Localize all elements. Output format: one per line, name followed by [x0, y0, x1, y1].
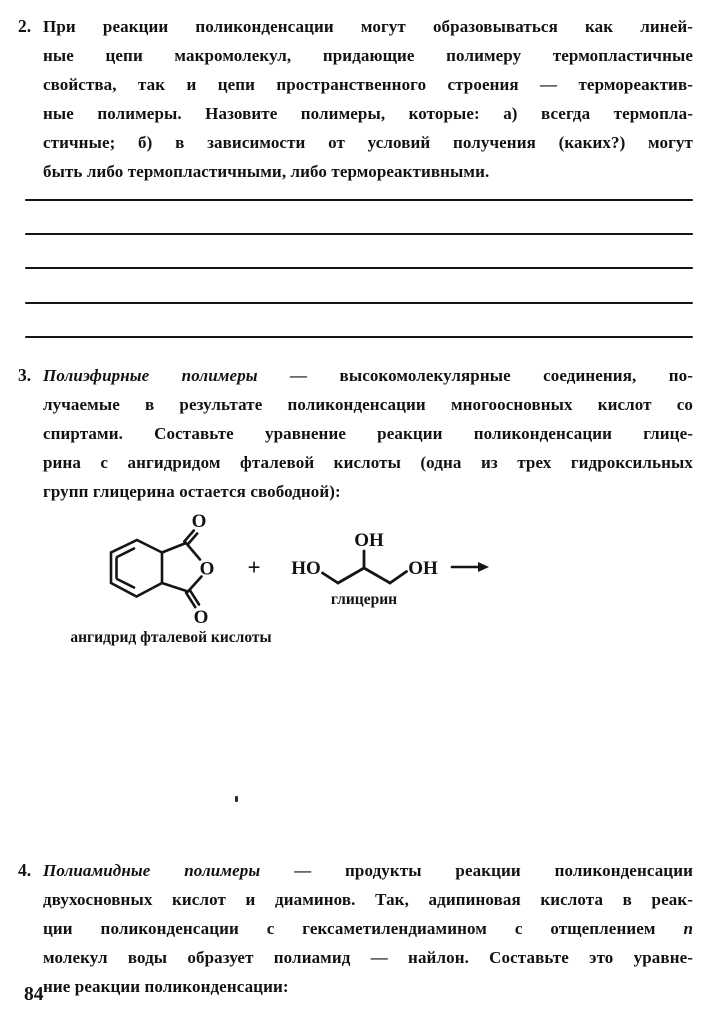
hydroxyl-top-label: OH — [354, 530, 384, 551]
text-line — [43, 885, 693, 914]
text-segment: групп глицерина остается свободной): — [43, 482, 341, 501]
italic-text-segment: n — [683, 919, 693, 938]
text-segment: быть либо термопластичными, либо термореактивными. — [43, 162, 490, 181]
text-segment: стичные; б) в зависимости от условий получения (каких?) могут — [43, 133, 693, 152]
text-segment: молекул воды образует полиамид — найлон. Составьте это уравне- — [43, 948, 693, 967]
question-2-number: 2. — [18, 16, 32, 36]
answer-blank-line — [25, 199, 693, 201]
ring-bond — [162, 583, 188, 592]
question-4 — [18, 856, 694, 1001]
question-2 — [18, 12, 694, 186]
glycerin-caption: глицерин — [330, 591, 398, 608]
hydroxyl-left-label: HO — [291, 558, 321, 579]
oxygen-ring-label: O — [199, 558, 215, 580]
question-4-text — [43, 856, 693, 1001]
answer-blank-line — [25, 302, 693, 304]
question-3-number: 3. — [18, 365, 32, 385]
text-line — [43, 943, 693, 972]
glycerin-bond — [390, 572, 407, 584]
italic-text-segment: Полиамидные полимеры — [43, 861, 261, 880]
question-3 — [18, 361, 694, 506]
text-line — [43, 361, 693, 390]
reaction-scheme — [55, 505, 500, 653]
text-segment: свойства, так и цепи пространственного строения — термореактив- — [43, 75, 693, 94]
page-number: 84 — [24, 984, 44, 1005]
text-segment: При реакции поликонденсации могут образовываться как линей- — [43, 17, 693, 36]
text-segment: ние реакции поликонденсации: — [43, 977, 289, 996]
text-segment: лучаемые в результате поликонденсации многоосновных кислот со — [43, 395, 693, 414]
glycerin-bond — [323, 573, 339, 583]
text-line — [43, 419, 693, 448]
text-segment: — продукты реакции поликонденсации — [260, 861, 693, 880]
text-line — [43, 856, 693, 885]
phthalic-anhydride-caption: ангидрид фталевой кислоты — [70, 629, 272, 646]
text-line — [43, 914, 693, 943]
text-segment: ции поликонденсации с гексаметилендиамином с отщеплением — [43, 919, 684, 938]
answer-blank-line — [25, 233, 693, 235]
text-segment: ные полимеры. Назовите полимеры, которые: а) всегда термопла- — [43, 104, 693, 123]
glycerin-bond — [338, 568, 364, 583]
question-3-text — [43, 361, 693, 506]
question-4-number: 4. — [18, 860, 32, 880]
text-line — [43, 12, 693, 41]
text-line — [43, 128, 693, 157]
answer-blank-line — [25, 267, 693, 269]
benzene-ring — [111, 540, 162, 597]
ring-bond — [162, 543, 186, 553]
text-segment: спиртами. Составьте уравнение реакции поликонденсации глице- — [43, 424, 693, 443]
oxygen-top-label: O — [191, 511, 207, 532]
text-line — [43, 70, 693, 99]
text-line — [43, 41, 693, 70]
text-line — [43, 972, 693, 1001]
ink-speck-artifact — [235, 796, 238, 802]
oxygen-bottom-label: O — [193, 607, 209, 628]
answer-blank-line — [25, 336, 693, 338]
text-segment: ные цепи макромолекул, придающие полимеру термопластичные — [43, 46, 693, 65]
reaction-arrow — [452, 562, 489, 572]
text-line — [43, 477, 693, 506]
glycerin-bond — [364, 568, 390, 583]
text-segment: двухосновных кислот и диаминов. Так, адипиновая кислота в реак- — [43, 890, 693, 909]
glycerin-structure — [291, 530, 438, 608]
text-segment: рина с ангидридом фталевой кислоты (одна из трех гидроксильных — [43, 453, 693, 472]
phthalic-anhydride-structure — [70, 511, 271, 646]
question-2-text — [43, 12, 693, 186]
hydroxyl-right-label: OH — [408, 558, 438, 579]
plus-sign: + — [247, 555, 261, 580]
text-line — [43, 99, 693, 128]
italic-text-segment: Полиэфирные полимеры — [43, 366, 258, 385]
text-line — [43, 448, 693, 477]
text-line — [43, 157, 693, 186]
text-segment: — высокомолекулярные соединения, по- — [257, 366, 693, 385]
text-line — [43, 390, 693, 419]
